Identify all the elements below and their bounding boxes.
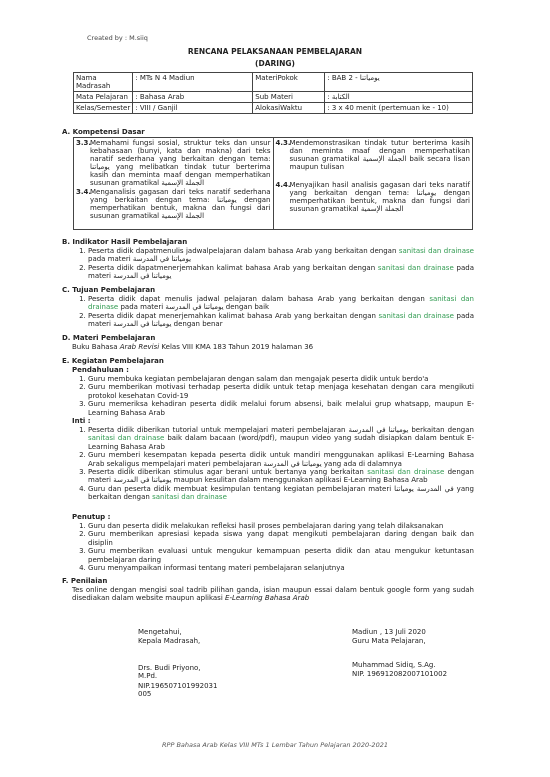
penutup-item: 3. Guru memberikan evaluasi untuk mengukur kemampuan peserta didik dan atau mengukur ketuntasan pembelajaran daring — [88, 547, 474, 564]
kompetensi-table — [73, 137, 473, 230]
mapel-label: Mata Pelajaran — [74, 92, 133, 103]
pendahuluan-item: 2. Guru memberikan motivasi terhadap peserta didik untuk tetap menjaga kesehatan dengan cara mengikuti protokol kesehatan Covid-19 — [88, 383, 474, 400]
kd34-text: Menganalisis gagasan dari teks naratif sederhana yang berkaitan dengan tema: يومياتنا dengan memperhatikan bentuk, makna dan fungsi dari susunan gramatikal الجملة الإسمية — [90, 188, 271, 220]
page-subtitle: (DARING) — [255, 59, 295, 68]
penutup-label: Penutup : — [72, 513, 111, 521]
kd34-number: 3.4. — [76, 188, 92, 196]
sign-right-name: Muhammad Sidiq, S.Ag. — [352, 661, 436, 669]
kd44-number: 4.4. — [275, 181, 291, 189]
info-table — [73, 72, 473, 114]
inti-item: 2. Guru memberi kesempatan kepada peserta didik untuk mandiri menggunakan aplikasi E-Learning Bahasa Arab sekaligus mempelajari materi pembelajaran يومياتنا في المدرسة yang ada di dalamnya — [88, 451, 474, 468]
kd43-number: 4.3. — [275, 139, 291, 147]
sign-right-1: Madiun , 13 Juli 2020 — [352, 628, 426, 636]
nama-label: Nama Madrasah — [74, 73, 133, 92]
sign-left-2: Kepala Madrasah, — [138, 637, 201, 645]
section-d-title: D. Materi Pembelajaran — [62, 334, 156, 342]
mapel-value: : Bahasa Arab — [133, 92, 253, 103]
sign-left-name: Drs. Budi Priyono, M.Pd. — [138, 664, 201, 681]
kd-right-cell — [273, 138, 473, 230]
sub-value: : الكتابة — [325, 92, 473, 103]
inti-list — [76, 426, 474, 502]
sign-right-2: Guru Mata Pelajaran, — [352, 637, 426, 645]
kd44-text: Menyajikan hasil analisis gagasan dari teks naratif yang berkaitan dengan tema: يومياتنا dengan memperhatikan bentuk, makna dan fungsi dari susunan gramatikal الجملة الإسمية — [289, 181, 470, 213]
kelas-label: Kelas/Semester — [74, 103, 133, 114]
pendahuluan-list — [76, 375, 474, 417]
section-c-title: C. Tujuan Pembelajaran — [62, 286, 156, 294]
sign-left-nip: NIP.196507101992031 005 — [138, 682, 218, 699]
inti-label: Inti : — [72, 417, 91, 425]
nama-value: : MTs N 4 Madiun — [133, 73, 253, 92]
materi-value: : BAB 2 - يومياتنا — [325, 73, 473, 92]
tujuan-item: 2. Peserta didik dapat menerjemahkan kalimat bahasa Arab yang berkaitan dengan sanitasi dan drainase pada materi يومياتنا في المدرسة dengan benar — [88, 312, 474, 329]
tujuan-list — [76, 295, 474, 329]
penilaian-text: Tes online dengan mengisi soal tadrib pilihan ganda, isian maupun essai dalam bentuk google form yang sudah disediakan dalam website maupun aplikasi E-Learning Bahasa Arab — [72, 586, 474, 603]
pendahuluan-label: Pendahuluan : — [72, 366, 129, 374]
penutup-item: 1. Guru dan peserta didik melakukan refleksi hasil proses pembelajaran daring yang telah dilaksanakan — [88, 522, 474, 530]
kelas-value: : VIII / Ganjil — [133, 103, 253, 114]
sign-left-1: Mengetahui, — [138, 628, 182, 636]
pendahuluan-item: 1. Guru membuka kegiatan pembelajaran dengan salam dan mengajak peserta didik untuk berdo'a — [88, 375, 474, 383]
inti-item: 3. Peserta didik diberikan stimulus agar berani untuk bertanya yang berkaitan sanitasi dan drainase dengan materi يومياتنا في المدرسة maupun kesulitan dalam menggunakan aplikasi E-Learning Bahasa Arab — [88, 468, 474, 485]
section-f-title: F. Penilaian — [62, 577, 108, 585]
created-by: Created by : M.siiq — [87, 34, 148, 42]
inti-item: 4. Guru dan peserta didik membuat kesimpulan tentang kegiatan pembelajaran materi في المدرسة يومياتنا yang berkaitan dengan sanitasi dan drainase — [88, 485, 474, 502]
sub-label: Sub Materi — [253, 92, 325, 103]
waktu-label: AlokasiWaktu — [253, 103, 325, 114]
sign-right-nip: NIP. 196912082007101002 — [352, 670, 448, 678]
indikator-list — [76, 247, 474, 281]
kd43-text: Mendemonstrasikan tindak tutur berterima kasih dan meminta maaf dengan memperhatikan susunan gramatikal الجملة الإسمية baik secara lisan maupun tulisan — [289, 139, 470, 171]
kd-left-cell — [74, 138, 274, 230]
indikator-item: 1. Peserta didik dapatmenulis jadwalpelajaran dalam bahasa Arab yang berkaitan dengan sanitasi dan drainase pada materi يومياتنا في المدرسة — [88, 247, 474, 264]
page-title: RENCANA PELAKSANAAN PEMBELAJARAN — [187, 47, 363, 56]
section-b-title: B. Indikator Hasil Pembelajaran — [62, 238, 188, 246]
penutup-item: 4. Guru menyampaikan informasi tentang materi pembelajaran selanjutnya — [88, 564, 474, 572]
kd33-number: 3.3. — [76, 139, 92, 147]
section-a-title: A. Kompetensi Dasar — [62, 128, 145, 136]
penutup-list — [76, 522, 474, 572]
inti-item: 1. Peserta didik diberikan tutorial untuk mempelajari materi pembelajaran يومياتنا في المدرسة berkaitan dengan sanitasi dan drainase baik dalam bacaan (word/pdf), maupun video yang sudah disiapkan dalam bentuk E-Learning Bahasa Arab — [88, 426, 474, 451]
footer-text: RPP Bahasa Arab Kelas VIII MTs 1 Lembar Tahun Pelajaran 2020-2021 — [162, 741, 388, 749]
pendahuluan-item: 3. Guru memeriksa kehadiran peserta didik melalui forum absensi, baik melalui grup whatsapp, maupun E-Learning Bahasa Arab — [88, 400, 474, 417]
indikator-item: 2. Peserta didik dapatmenerjemahkan kalimat bahasa Arab yang berkaitan dengan sanitasi dan drainase pada materi يومياتنا في المدرسة — [88, 264, 474, 281]
waktu-value: : 3 x 40 menit (pertemuan ke - 10) — [325, 103, 473, 114]
penutup-item: 2. Guru memberikan apresiasi kepada siswa yang dapat mengikuti pembelajaran daring dengan baik dan disiplin — [88, 530, 474, 547]
materi-text: Buku Bahasa Arab Revisi Kelas VIII KMA 183 Tahun 2019 halaman 36 — [72, 343, 314, 351]
tujuan-item: 1. Peserta didik dapat menulis jadwal pelajaran dalam bahasa Arab yang berkaitan dengan sanitasi dan drainase pada materi يومياتنا في المدرسة dengan baik — [88, 295, 474, 312]
section-e-title: E. Kegiatan Pembelajaran — [62, 357, 164, 365]
materi-label: MateriPokok — [253, 73, 325, 92]
kd33-text: Memahami fungsi sosial, struktur teks dan unsur kebahasaan (bunyi, kata dan makna) dari teks naratif sederhana yang berkaitan dengan tema: يومياتنا yang melibatkan tindak tutur berterima kasih dan meminta maaf dengan memperhatikan susunan gramatikal الجملة الإسمية — [90, 139, 271, 187]
